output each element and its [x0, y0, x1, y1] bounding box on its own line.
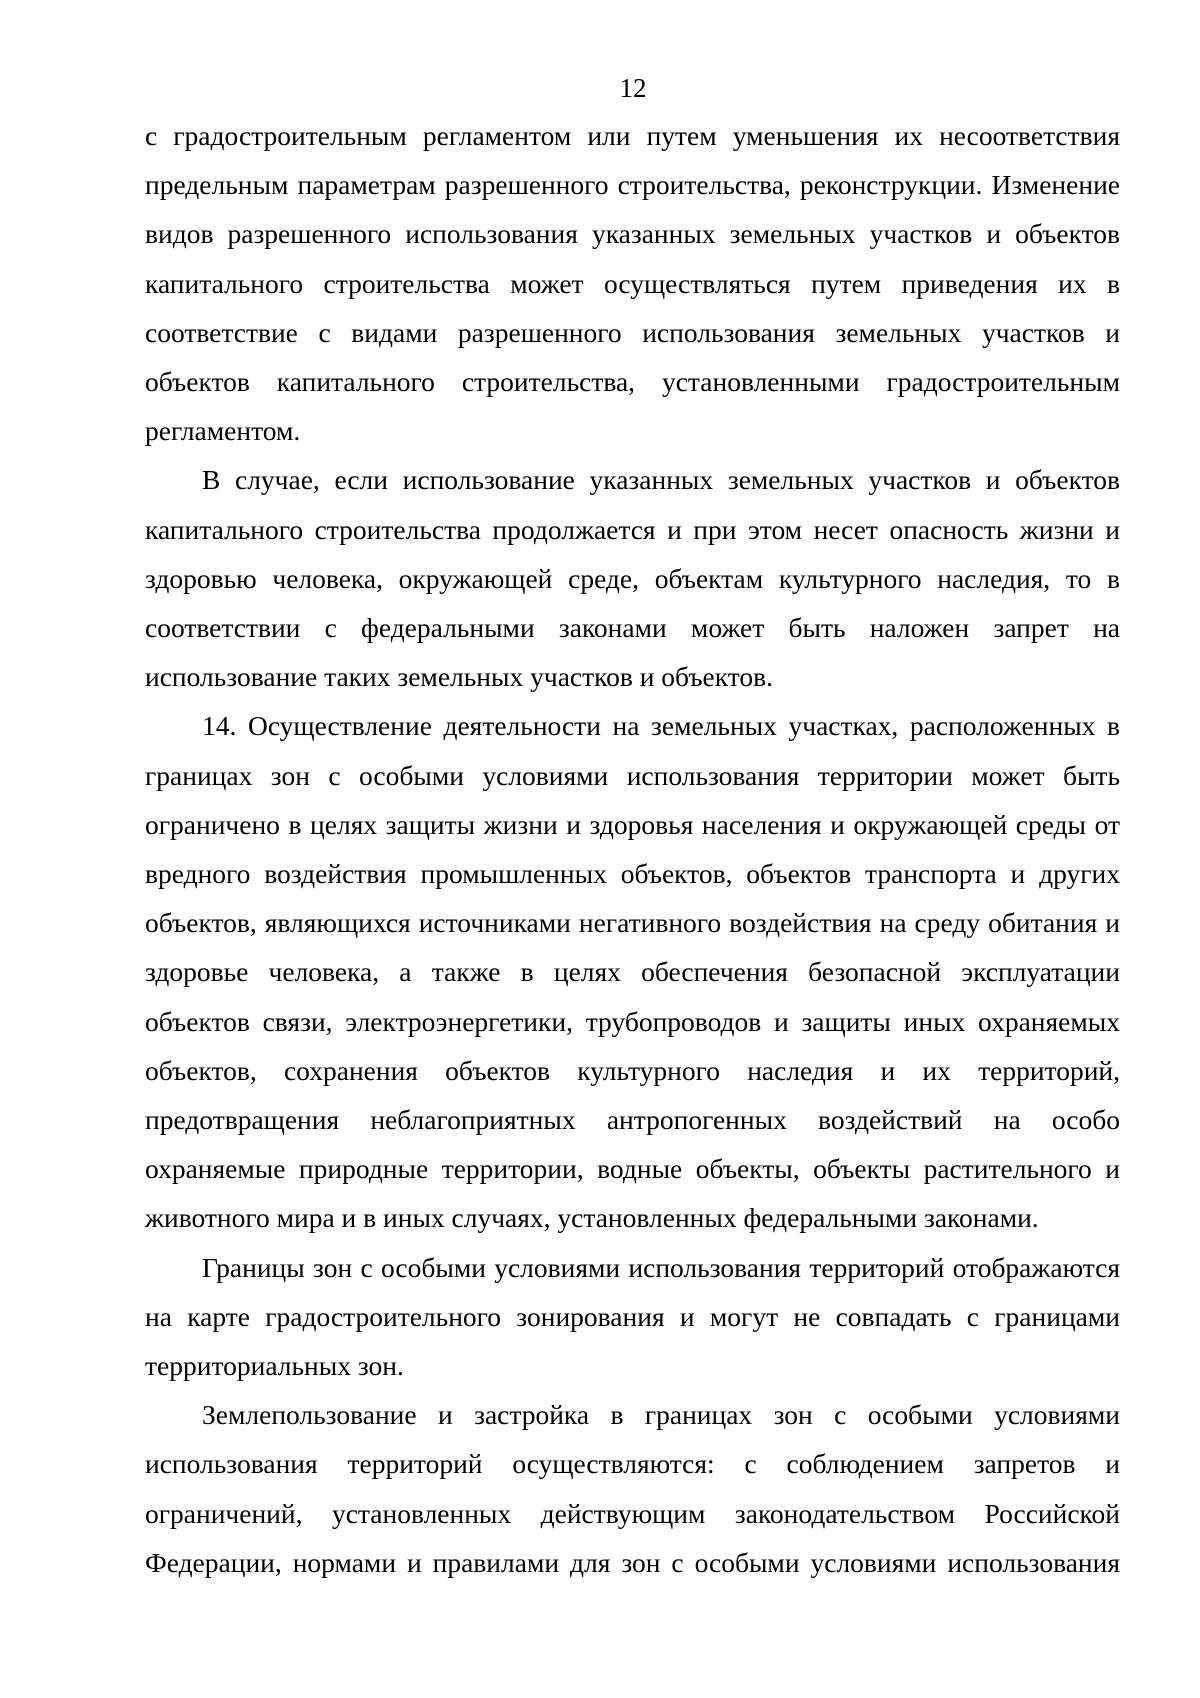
- document-body: [145, 111, 1120, 1587]
- paragraph-prohibition: В случае, если использование указанных земельных участков и объектов капитального строительства продолжается и при этом несет опасность жизни и здоровью человека, окружающей среде, объектам культурного наследия, то в соответствии с федеральными законами может быть наложен запрет на использование таких земельных участков и объектов.: [145, 464, 1120, 693]
- paragraph-continuation: с градостроительным регламентом или путем уменьшения их несоответствия предельным параметрам разрешенного строительства, реконструкции. Изменение видов разрешенного использования указанных земельных участков и объектов капитального строительства может осуществляться путем приведения их в соответствие с видами разрешенного использования земельных участков и объектов капитального строительства, установленными градостроительным регламентом.: [145, 120, 1120, 447]
- paragraph-land-use: Землепользование и застройка в границах зон с особыми условиями использования территорий осуществляются: с соблюдением запретов и ограничений, установленных действующим законодательством Российской Федерации, нормами и правилами для зон с особыми условиями использования: [145, 1399, 1120, 1578]
- page-number: 12: [619, 73, 647, 103]
- paragraph-item-14: 14. Осуществление деятельности на земельных участках, расположенных в границах зон с особыми условиями использования территории может быть ограничено в целях защиты жизни и здоровья населения и окружающей среды от вредного воздействия промышленных объектов, объектов транспорта и других объектов, являющихся источниками негативного воздействия на среду обитания и здоровье человека, а также в целях обеспечения безопасной эксплуатации объектов связи, электроэнергетики, трубопроводов и защиты иных охраняемых объектов, сохранения объектов культурного наследия и их территорий, предотвращения неблагоприятных антропогенных воздействий на особо охраняемые природные территории, водные объекты, объекты растительного и животного мира и в иных случаях, установленных федеральными законами.: [145, 710, 1120, 1234]
- paragraph-zone-boundaries: Границы зон с особыми условиями использования территорий отображаются на карте градостроительного зонирования и могут не совпадать с границами территориальных зон.: [145, 1251, 1120, 1382]
